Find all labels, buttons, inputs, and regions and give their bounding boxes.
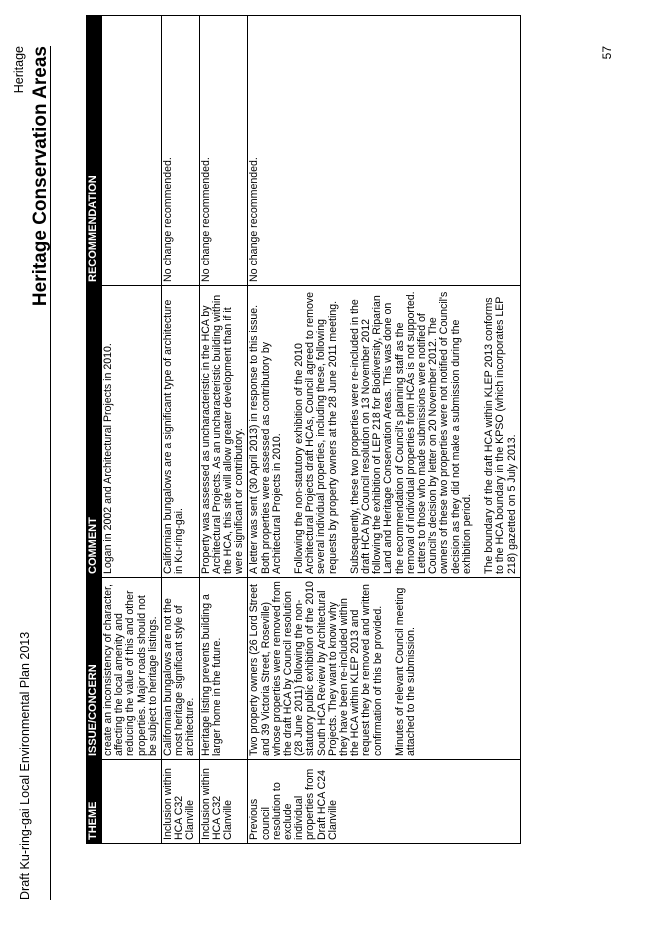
table-row	[162, 16, 200, 844]
comment-cell	[102, 286, 162, 578]
comment-paragraph: The boundary of the draft HCA within KLEP 2013 conforms to the HCA boundary in the KPSO (which incorporates LEP 218) gazetted on 5 July 2013.	[483, 296, 518, 574]
page-number: 57	[600, 46, 614, 60]
column-header-comment: COMMENT	[87, 286, 102, 578]
comment-paragraph: Following the non-statutory exhibition of the 2010 Architectural Projects draft HCAs, Council agreed to remove several individual properties, including these, following requests by property owners at the 28 June 2011 meeting.	[293, 291, 339, 574]
comment-paragraph: Subsequently, these two properties were re-included in the draft HCA by Council resolution on 13 November 2012 following the exhibition of LEP 218 for Biodiversity, Riparian Land and Heritage Conservation Areas. This was done on the recommendation of Council's planning staff as the removal of individual properties from HCAs is not supported. Letters to those who made submissions were notified of Council's decision by letter on 20 November 2012. The owners of these two properties were not notified of Council's decision as they did not make a submission during the exhibition period.	[348, 291, 473, 574]
comment-paragraph: Logan in 2002 and Architectural Projects in 2010.	[102, 343, 114, 574]
issue-cell	[248, 578, 520, 760]
theme-cell: Previous council resolution to exclude individual properties from Draft HCA C24 Clanville	[248, 760, 520, 844]
issue-paragraph: create an inconsistency of character, affecting the local amenity and reducing the value of this and other properties. Major roads should not be subject to heritage listings.	[102, 584, 159, 756]
issue-cell	[102, 578, 162, 760]
theme-cell	[102, 760, 162, 844]
header-rule	[50, 46, 51, 900]
comment-paragraph: Property was assessed as uncharacteristic in the HCA by Architectural Projects. As an uncharacteristic building within the HCA, this site will allow greater development than if it were significant or contributory.	[199, 294, 246, 574]
recommendation-cell: No change recommended.	[248, 16, 520, 286]
recommendation-cell: No change recommended.	[162, 16, 200, 286]
table-row	[102, 16, 162, 844]
comment-cell	[199, 286, 248, 578]
section-label: Heritage	[12, 46, 26, 94]
document-title: Draft Ku-ring-gai Local Environmental Plan 2013	[18, 631, 32, 900]
issue-paragraph: Heritage listing prevents building a larger home in the future.	[199, 594, 223, 756]
issue-cell	[162, 578, 200, 760]
column-header-issue: ISSUE/CONCERN	[87, 578, 102, 760]
comment-cell	[248, 286, 520, 578]
column-header-recommendation: RECOMMENDATION	[87, 16, 102, 286]
issue-paragraph: Minutes of relevant Council meeting attached to the submission.	[393, 587, 418, 756]
theme-cell: Inclusion within HCA C32 Clanville	[199, 760, 248, 844]
table-row	[248, 16, 520, 844]
theme-cell: Inclusion within HCA C32 Clanville	[162, 760, 200, 844]
recommendation-cell	[102, 16, 162, 286]
issue-paragraph: Californian bungalows are not the most heritage significant style of architecture.	[162, 598, 197, 756]
comment-paragraph: A letter was sent (30 April 2013) in response to this issue. Both properties were assessed as contributory by Architectural Projects in 2010.	[248, 304, 283, 574]
issue-paragraph: Two property owners (26 Lord Street and 39 Victoria Street, Roseville) whose properties were removed from the draft HCA by Council resolution (28 June 2011) following the non-statutory public exhibition of the 2010 South HCA Review by Architectural Projects. They want to know why they have been re-included within the HCA within KLEP 2013 and request they be removed and written confirmation of this be provided.	[248, 581, 384, 756]
column-header-theme: THEME	[87, 760, 102, 844]
recommendation-cell: No change recommended.	[199, 16, 248, 286]
submissions-table	[86, 15, 521, 844]
comment-paragraph: Californian bungalows are a significant type of architecture in Ku-ring-gai.	[162, 299, 186, 574]
table-row	[199, 16, 248, 844]
issue-cell	[199, 578, 248, 760]
table-header-row	[87, 16, 102, 844]
section-title: Heritage Conservation Areas	[30, 46, 51, 307]
comment-cell	[162, 286, 200, 578]
